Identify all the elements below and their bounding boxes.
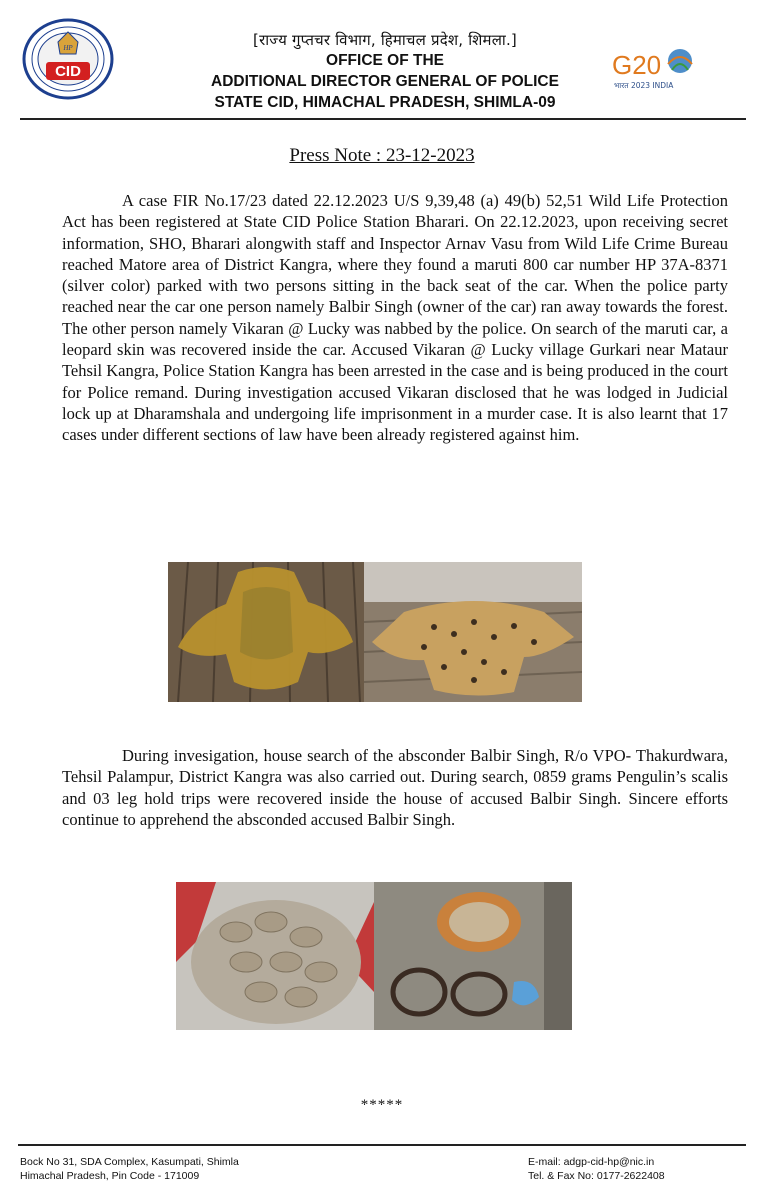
- letterhead: [0, 0, 764, 118]
- office-of-the: OFFICE OF THE: [326, 52, 444, 69]
- footer-address-line-1: Bock No 31, SDA Complex, Kasumpati, Shimla: [20, 1156, 239, 1168]
- state-cid-title: STATE CID, HIMACHAL PRADESH, SHIMLA-09: [214, 94, 556, 111]
- leopard-skin-photo-1: [168, 562, 364, 702]
- press-note-title: Press Note : 23-12-2023: [289, 145, 475, 166]
- svg-text:HP: HP: [63, 44, 73, 52]
- svg-text:CID: CID: [55, 63, 81, 80]
- g20-india-logo: [612, 44, 702, 92]
- svg-text:भारत 2023 INDIA: भारत 2023 INDIA: [614, 81, 674, 90]
- end-marker: *****: [360, 1097, 404, 1113]
- footer-phone: Tel. & Fax No: 0177-2622408: [528, 1170, 665, 1182]
- footer-divider: [18, 1144, 746, 1146]
- leg-hold-traps-photo: [374, 882, 572, 1030]
- paragraph-house-search: During invesigation, house search of the absconder Balbir Singh, R/o VPO- Thakurdwara, Tehsil Palampur, District Kangra was also carried out. During search, 0859 grams Pengulin’s scalis and 03 leg hold trips were recovered inside the house of accused Balbir Singh. Sincere efforts continue to apprehend the absconded accused Balbir Singh.: [62, 746, 728, 829]
- paragraph-case-details: A case FIR No.17/23 dated 22.12.2023 U/S 9,39,48 (a) 49(b) 52,51 Wild Life Protection Act has been registered at State CID Police Station Bharari. On 22.12.2023, upon receiving secret information, SHO, Bharari alongwith staff and Inspector Arnav Vasu from Wild Life Crime Bureau reached Matore area of District Kangra, where they found a maruti 800 car number HP 37A-8371 (silver color) parked with two persons sitting in the back seat of the car. When the police party reached near the car one person namely Balbir Singh (owner of the car) ran away towards the forest. The other person namely Vikaran @ Lucky was nabbed by the police. On search of the maruti car, a leopard skin was recovered inside the car. Accused Vikaran @ Lucky village Gurkari near Mataur Tehsil Kangra, Police Station Kangra has been arrested in the case and is being produced in the court for Police remand. During investigation accused Vikaran disclosed that he was lodged in Judicial lock up at Dharamshala and undergoing life imprisonment in a murder case. It is also learnt that 17 cases under different sections of law have been already registered against him.: [62, 191, 728, 445]
- footer-contact: [528, 1155, 665, 1183]
- footer-email: E-mail: adgp-cid-hp@nic.in: [528, 1156, 655, 1168]
- adgp-title: ADDITIONAL DIRECTOR GENERAL OF POLICE: [211, 73, 559, 90]
- footer-address-line-2: Himachal Pradesh, Pin Code - 171009: [20, 1170, 200, 1182]
- state-cid-emblem-logo: [22, 18, 114, 100]
- header-divider: [20, 118, 746, 120]
- svg-text:G20: G20: [612, 50, 662, 80]
- footer-address: [20, 1155, 239, 1183]
- pangolin-scales-photo: [176, 882, 374, 1030]
- hindi-department-line: [राज्य गुप्तचर विभाग, हिमाचल प्रदेश, शिमला.]: [253, 31, 517, 49]
- office-heading: [150, 30, 620, 113]
- leopard-skin-photo-2: [364, 562, 582, 702]
